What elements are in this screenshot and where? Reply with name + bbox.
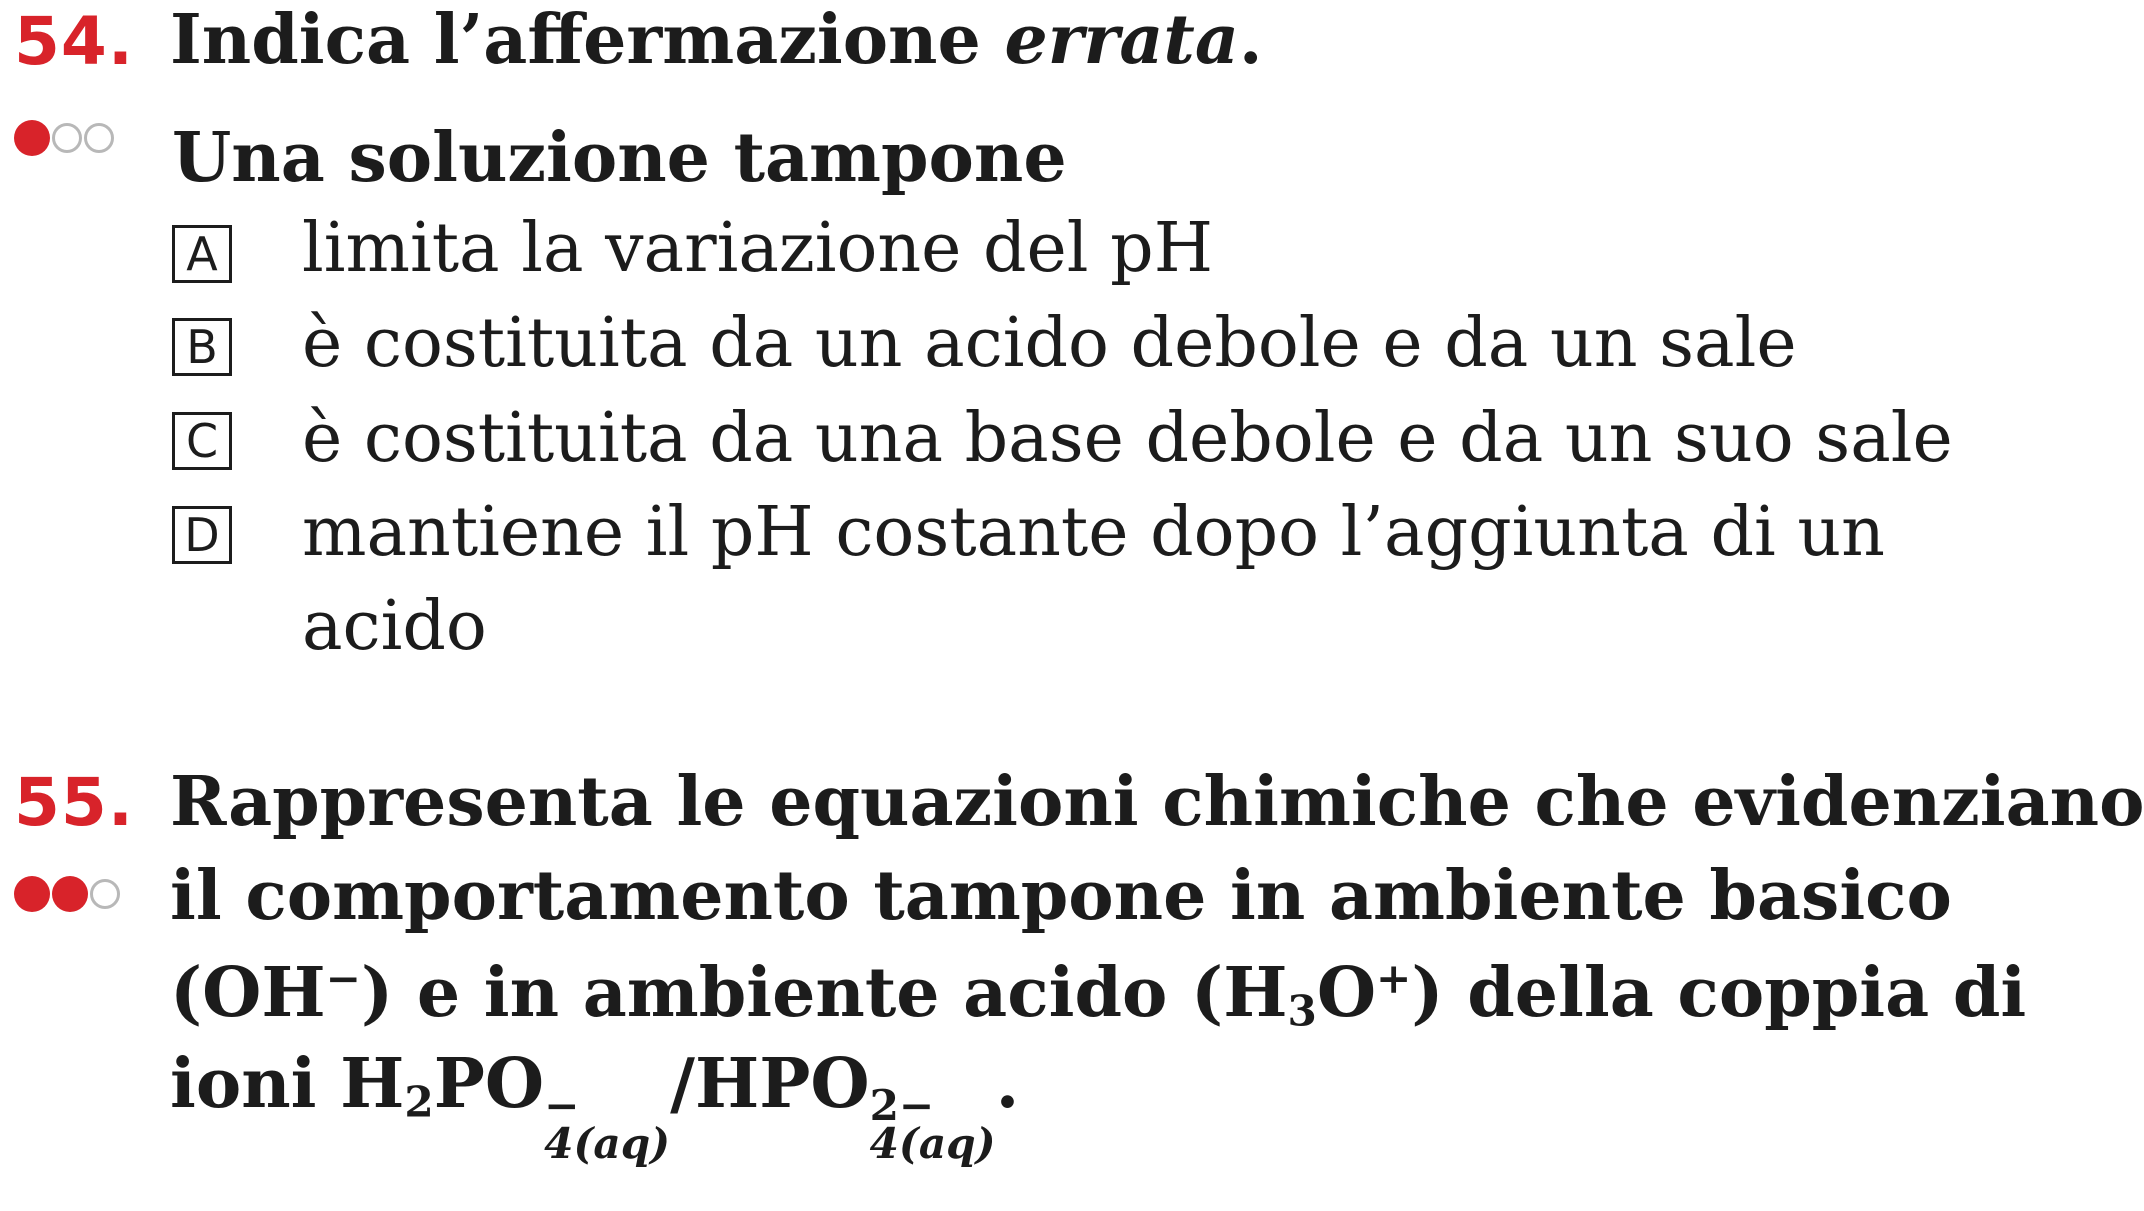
dihydrogen-subscript: 2 bbox=[404, 1076, 434, 1127]
option-d-letter-box[interactable]: D bbox=[172, 506, 232, 564]
hydronium-subscript: 3 bbox=[1287, 985, 1317, 1036]
difficulty-dot-empty bbox=[52, 123, 82, 153]
exercise-55-number: 55. bbox=[14, 764, 134, 841]
hydroxide-formula: (OH−) bbox=[170, 953, 394, 1034]
exercise-55-line-1: Rappresenta le equazioni chimiche che evidenziano bbox=[170, 762, 2144, 842]
exercise-54-instruction bbox=[170, 0, 1263, 80]
option-c-letter-box[interactable]: C bbox=[172, 412, 232, 470]
hydrogen-phosphate-formula: /HPO bbox=[670, 1044, 870, 1124]
line-4-start-text: ioni H bbox=[170, 1044, 405, 1124]
dihydrogen-phosphate-charge-subscript: − 4(aq) bbox=[544, 1080, 671, 1169]
hydronium-oxygen: O bbox=[1316, 953, 1377, 1034]
difficulty-dot-filled bbox=[14, 120, 50, 156]
exercise-55-line-3 bbox=[170, 953, 2027, 1036]
phosphate-po: PO bbox=[433, 1044, 545, 1124]
difficulty-dot-empty bbox=[90, 879, 120, 909]
line-3-end-text: ) della coppia di bbox=[1411, 953, 2027, 1034]
option-d-text-line1: mantiene il pH costante dopo l’aggiunta di un bbox=[302, 493, 1885, 572]
line-3-middle-text: e in ambiente acido (H bbox=[393, 953, 1288, 1034]
option-b-letter-box[interactable]: B bbox=[172, 318, 232, 376]
exercise-55-line-4 bbox=[170, 1044, 1020, 1169]
option-c-text: è costituita da una base debole e da un suo sale bbox=[302, 399, 1953, 478]
option-a-text: limita la variazione del pH bbox=[302, 209, 1213, 288]
option-a-letter-box[interactable]: A bbox=[172, 225, 232, 283]
difficulty-dot-filled bbox=[14, 876, 50, 912]
difficulty-dot-empty bbox=[84, 123, 114, 153]
exercise-54-number: 54. bbox=[14, 3, 134, 80]
difficulty-dot-filled bbox=[52, 876, 88, 912]
hydronium-charge: + bbox=[1376, 953, 1412, 1003]
instruction-suffix: . bbox=[1238, 0, 1263, 80]
option-d-text-line2: acido bbox=[302, 587, 487, 666]
hydrogen-phosphate-charge-subscript: 2− 4(aq) bbox=[869, 1080, 996, 1169]
difficulty-indicator-55 bbox=[14, 874, 122, 914]
exercise-54-stem: Una soluzione tampone bbox=[172, 118, 1067, 198]
option-b-text: è costituita da un acido debole e da un sale bbox=[302, 304, 1797, 383]
line-4-end-text: . bbox=[995, 1044, 1020, 1124]
instruction-emphasis: errata bbox=[1004, 0, 1239, 80]
instruction-prefix: Indica l’affermazione bbox=[170, 0, 1005, 80]
difficulty-indicator-54 bbox=[14, 118, 116, 158]
exercise-55-line-2: il comportamento tampone in ambiente basico bbox=[170, 856, 1952, 936]
